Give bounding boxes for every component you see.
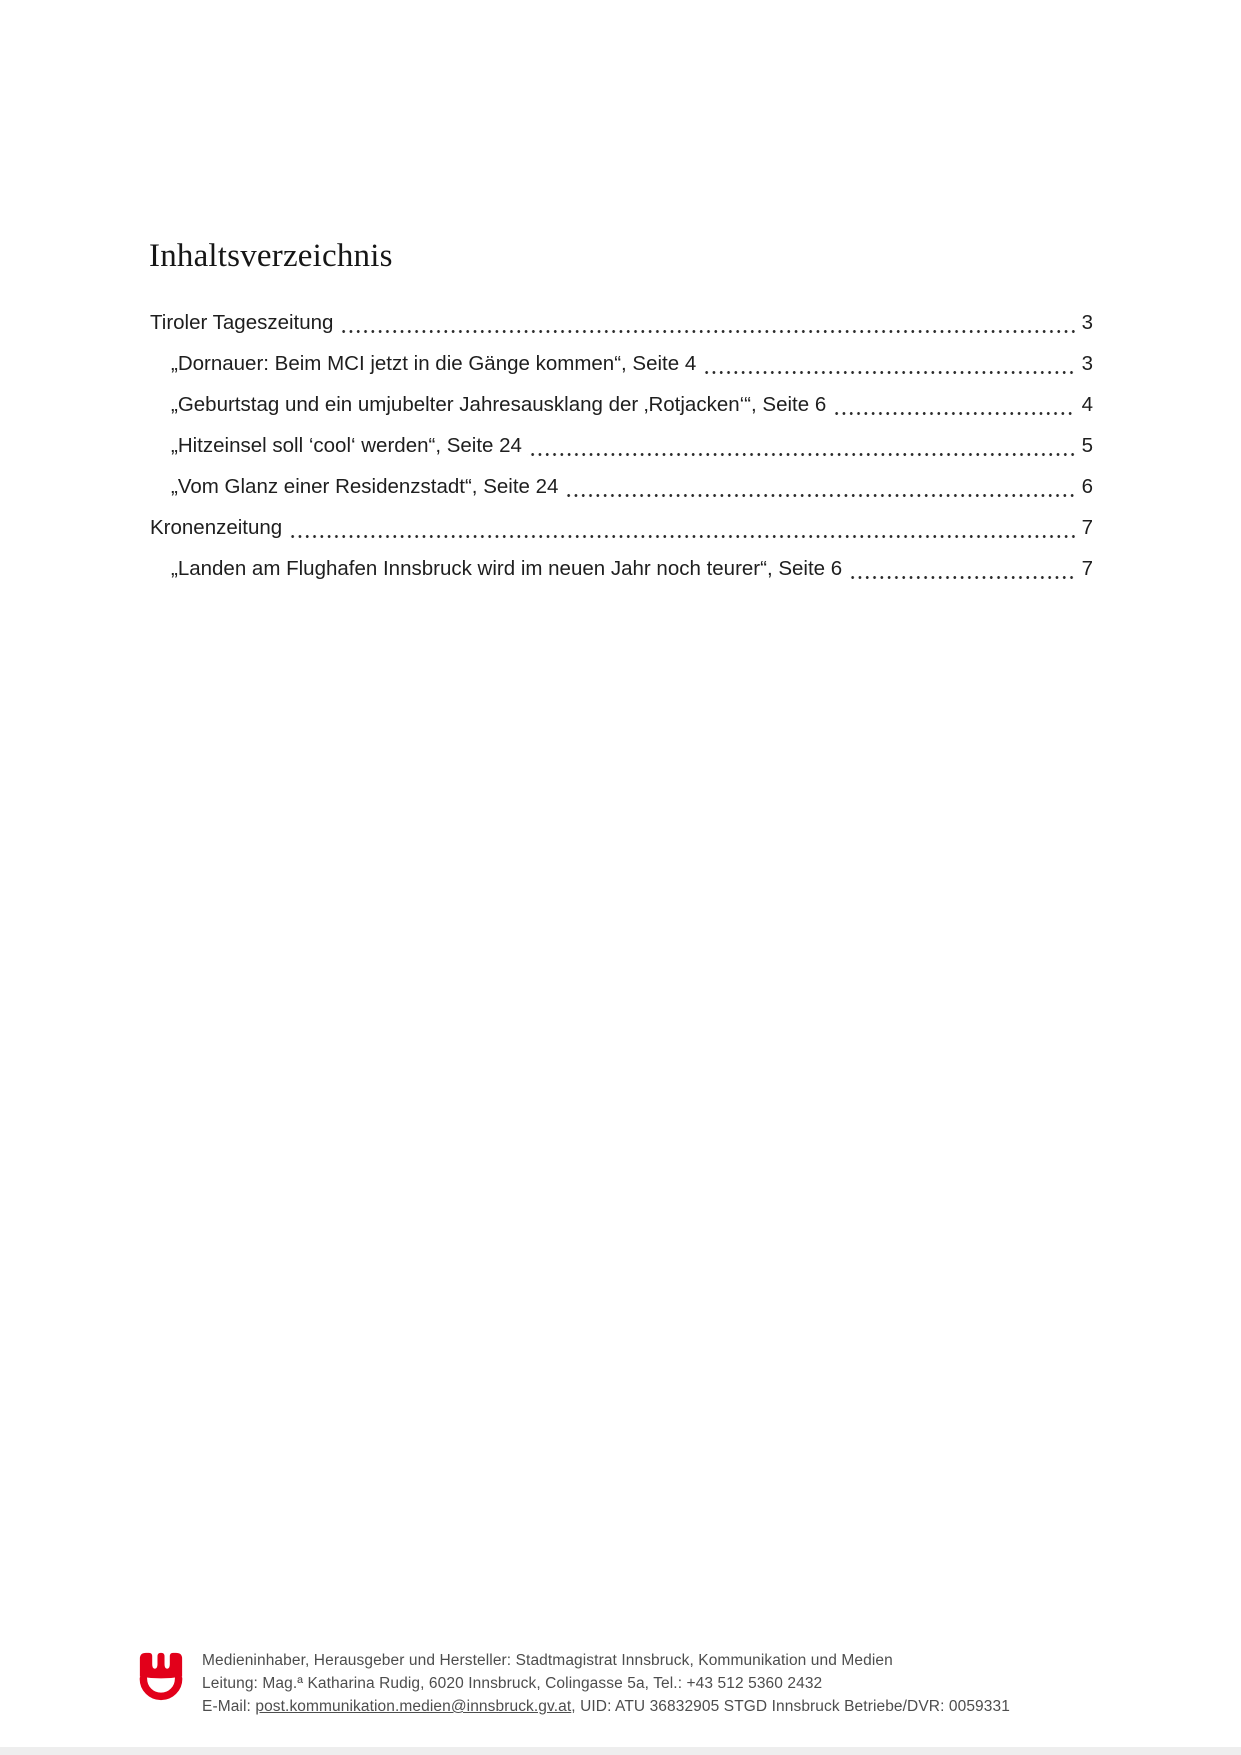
dot-leader	[831, 384, 1075, 425]
toc-page-number: 4	[1081, 393, 1093, 416]
toc-page-number: 7	[1081, 516, 1093, 539]
toc-page-number: 3	[1081, 311, 1093, 334]
toc-page-number: 7	[1081, 557, 1093, 580]
toc-entry[interactable]	[150, 384, 1093, 425]
page-bottom-edge	[0, 1747, 1241, 1755]
dot-leader	[563, 466, 1075, 507]
dot-leader	[527, 425, 1075, 466]
uid-text: , UID: ATU 36832905 STGD Innsbruck Betriebe/DVR: 0059331	[571, 1698, 1010, 1715]
toc-entry-label: Tiroler Tageszeitung	[150, 311, 334, 334]
toc-entry-label: „Hitzeinsel soll ‘cool‘ werden“, Seite 24	[171, 434, 522, 457]
footer-line-publisher: Medieninhaber, Herausgeber und Hersteller: Stadtmagistrat Innsbruck, Kommunikation und Medien	[202, 1652, 893, 1669]
footer-imprint	[202, 1649, 1010, 1718]
toc-entry-label: „Dornauer: Beim MCI jetzt in die Gänge kommen“, Seite 4	[171, 352, 697, 375]
dot-leader	[847, 548, 1075, 589]
dot-leader	[338, 302, 1075, 343]
toc-entry[interactable]	[150, 425, 1093, 466]
email-label: E-Mail:	[202, 1698, 256, 1715]
toc-entry-label: „Landen am Flughafen Innsbruck wird im neuen Jahr noch teurer“, Seite 6	[171, 557, 843, 580]
dot-leader	[287, 507, 1075, 548]
toc-entry[interactable]	[150, 548, 1093, 589]
footer-line-contact	[202, 1695, 1010, 1718]
page-title: Inhaltsverzeichnis	[149, 238, 393, 274]
toc-entry[interactable]	[150, 302, 1093, 343]
footer	[139, 1649, 1010, 1718]
innsbruck-logo-icon	[139, 1651, 183, 1704]
toc-entry-label: „Geburtstag und ein umjubelter Jahresausklang der ‚Rotjacken‘“, Seite 6	[171, 393, 827, 416]
table-of-contents	[150, 302, 1093, 589]
toc-page-number: 6	[1081, 475, 1093, 498]
toc-entry[interactable]	[150, 507, 1093, 548]
dot-leader	[701, 343, 1075, 384]
toc-page-number: 3	[1081, 352, 1093, 375]
toc-entry-label: „Vom Glanz einer Residenzstadt“, Seite 24	[171, 475, 559, 498]
toc-entry[interactable]	[150, 466, 1093, 507]
toc-entry[interactable]	[150, 343, 1093, 384]
email-link[interactable]: post.kommunikation.medien@innsbruck.gv.at	[255, 1698, 572, 1715]
toc-page-number: 5	[1081, 434, 1093, 457]
toc-entry-label: Kronenzeitung	[150, 516, 283, 539]
footer-line-address: Leitung: Mag.ª Katharina Rudig, 6020 Innsbruck, Colingasse 5a, Tel.: +43 512 5360 2432	[202, 1675, 823, 1692]
